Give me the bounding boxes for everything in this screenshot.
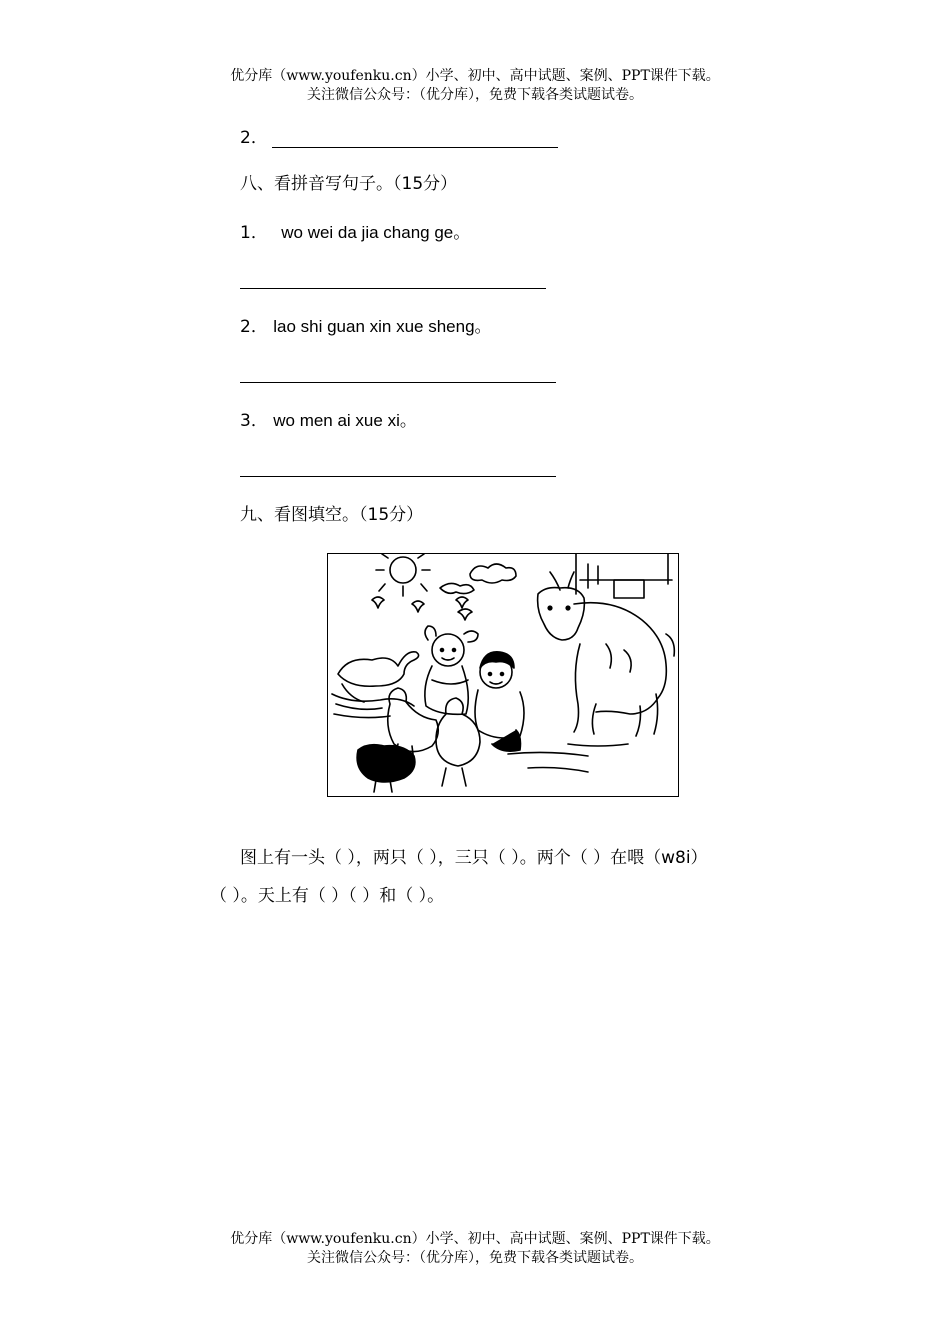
boy-icon: [475, 652, 524, 751]
rooster-icon: [436, 698, 480, 786]
section9-text-line-1: 图上有一头（ ），两只（ ），三只（ ）。两个（ ）在喂（w8i）: [240, 848, 708, 868]
answer-line: [240, 476, 556, 477]
header-line-1: 优分库（www.youfenku.cn）小学、初中、高中试题、案例、PPT课件下载。: [230, 68, 720, 84]
pinyin-text: wo wei da jia chang ge。: [281, 223, 471, 242]
pinyin-text: lao shi guan xin xue sheng。: [273, 317, 492, 336]
pinyin-text: wo men ai xue xi。: [273, 411, 417, 430]
item-number: 2．: [240, 317, 268, 337]
section8-item-3: [240, 410, 417, 432]
item-number: 3．: [240, 411, 268, 431]
sun-icon: [376, 554, 430, 596]
section8-item-2: [240, 316, 492, 338]
barn-icon: [576, 554, 672, 598]
straw-icon: [332, 694, 414, 718]
section9-title: 九、看图填空。（15分）: [240, 505, 424, 525]
section8-title: 八、看拼音写句子。（15分）: [240, 174, 458, 194]
bird-icon: [458, 609, 472, 620]
section7-item2-number: 2．: [240, 128, 268, 148]
answer-line: [240, 382, 556, 383]
ground-lines: [508, 744, 628, 772]
section9-text-line-2: （ ）。天上有（ ）（ ）和（ ）。: [210, 886, 445, 906]
hen-icon: [357, 745, 415, 792]
item-number: 1．: [240, 223, 268, 243]
answer-line: [272, 147, 558, 148]
section8-item-1: [240, 222, 470, 244]
answer-line: [240, 288, 546, 289]
bird-icon: [372, 597, 384, 608]
bird-icon: [412, 601, 424, 612]
footer-line-2: 关注微信公众号：（优分库），免费下载各类试题试卷。: [307, 1250, 643, 1266]
cloud-icon: [440, 583, 474, 593]
cow-icon: [538, 572, 675, 736]
farm-illustration: [327, 553, 679, 797]
bird-icon: [456, 597, 468, 608]
cloud-icon: [470, 564, 516, 583]
girl-icon: [425, 626, 478, 714]
footer-line-1: 优分库（www.youfenku.cn）小学、初中、高中试题、案例、PPT课件下载。: [230, 1231, 720, 1247]
header-line-2: 关注微信公众号：（优分库），免费下载各类试题试卷。: [307, 87, 643, 103]
